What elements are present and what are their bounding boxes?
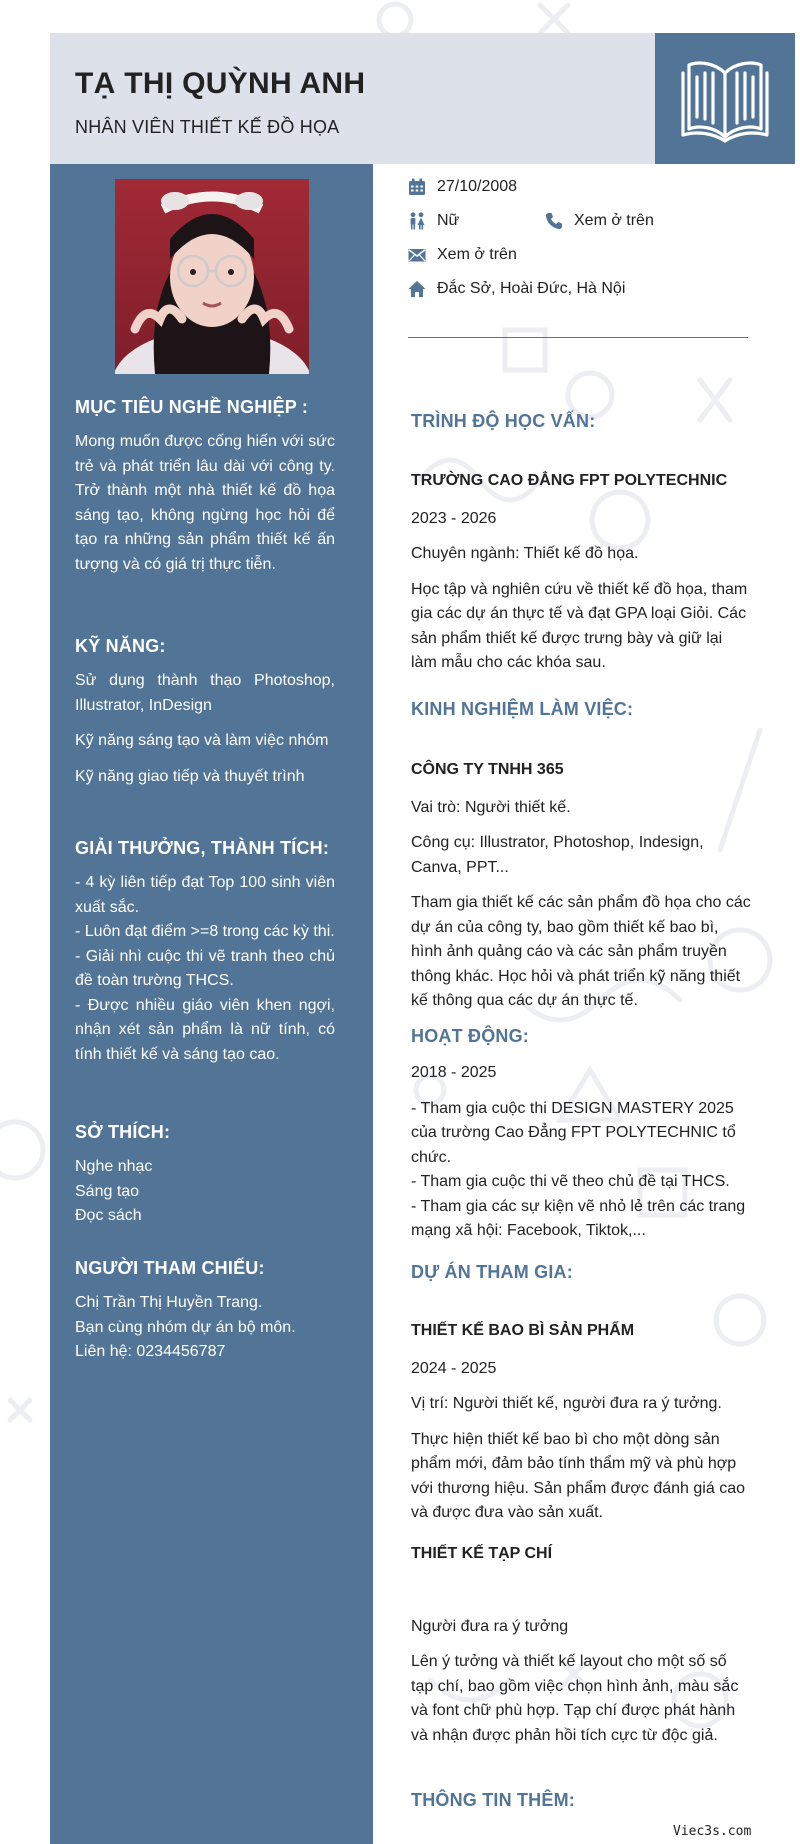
project-title: THIẾT KẾ TẠP CHÍ (411, 1545, 553, 1562)
education-major: Chuyên ngành: Thiết kế đồ họa. (411, 545, 639, 562)
award-item: - Luôn đạt điểm >=8 trong các kỳ thi. (75, 923, 335, 940)
skill-item: Sử dụng thành thạo Photoshop, Illustrator, InDesign (75, 672, 335, 714)
gender-row (408, 212, 459, 230)
award-item: - 4 kỳ liên tiếp đạt Top 100 sinh viên xuất sắc. (75, 874, 335, 916)
objective-heading: MỤC TIÊU NGHỀ NGHIỆP : (75, 397, 309, 417)
gender-value: Nữ (437, 212, 460, 229)
hobbies-heading: SỞ THÍCH: (75, 1122, 171, 1142)
experience-entry (411, 758, 751, 1014)
award-item: - Được nhiều giáo viên khen ngợi, nhận xét sản phẩm là nữ tính, có tính thiết kế và sáng tạo cao. (75, 996, 335, 1063)
awards-heading: GIẢI THƯỞNG, THÀNH TÍCH: (75, 838, 330, 858)
phone-icon (545, 212, 563, 230)
project-description: Thực hiện thiết kế bao bì cho một dòng sản phẩm mới, đảm bảo tính thẩm mỹ và phù hợp với thương hiệu. Sản phẩm được đánh giá cao và được đưa vào sản xuất. (411, 1430, 745, 1521)
birthday-value: 27/10/2008 (437, 178, 518, 195)
more-info-heading: THÔNG TIN THÊM: (411, 1790, 575, 1810)
experience-description: Tham gia thiết kế các sản phẩm đồ họa cho các dự án của công ty, bao gồm thiết kế bao bì, hình ảnh quảng cáo và các sản phẩm truyền thông khác. Học hỏi và phát triển kỹ năng thiết kế thông qua các dự án thực tế. (411, 894, 751, 1009)
project-entry (411, 1319, 751, 1526)
project-position: Người đưa ra ý tưởng (411, 1617, 569, 1635)
logo-box (655, 33, 795, 164)
address-value: Đắc Sở, Hoài Đức, Hà Nội (437, 280, 626, 297)
school-name: TRƯỜNG CAO ĐẲNG FPT POLYTECHNIC (411, 472, 728, 489)
calendar-icon (408, 178, 426, 196)
main-content (373, 164, 800, 1844)
hobbies-section (75, 1122, 335, 1229)
project-description: Lên ý tưởng và thiết kế layout cho một số số tạp chí, bao gồm việc chọn hình ảnh, màu sắc và font chữ phù hợp. Tạp chí được phát hành và nhận được phản hồi tích cực từ độc giả. (411, 1653, 739, 1744)
education-heading: TRÌNH ĐỘ HỌC VẤN: (411, 411, 596, 431)
footer-watermark: Viec3s.com (673, 1824, 752, 1839)
reference-line: Liên hệ: 0234456787 (75, 1343, 226, 1360)
company-name: CÔNG TY TNHH 365 (411, 761, 564, 778)
hobby-item: Đọc sách (75, 1207, 142, 1224)
skill-item: Kỹ năng sáng tạo và làm việc nhóm (75, 732, 329, 749)
activity-item: - Tham gia cuộc thi DESIGN MASTERY 2025 của trường Cao Đẳng FPT POLYTECHNIC tổ chức. (411, 1099, 736, 1166)
skills-section (75, 636, 335, 800)
reference-line: Chị Trần Thị Huyền Trang. (75, 1294, 263, 1311)
open-book-icon (677, 51, 773, 147)
activity-item: - Tham gia các sự kiện vẽ nhỏ lẻ trên các trang mạng xã hội: Facebook, Tiktok,... (411, 1197, 746, 1239)
gender-icon (408, 212, 426, 230)
header (50, 33, 655, 164)
activities-heading: HOẠT ĐỘNG: (411, 1026, 529, 1046)
education-entry (411, 469, 751, 676)
projects-heading: DỰ ÁN THAM GIA: (411, 1262, 573, 1282)
hobby-item: Nghe nhạc (75, 1158, 153, 1175)
mail-icon (408, 246, 426, 264)
project-entry (411, 1542, 751, 1748)
address-row (408, 280, 625, 298)
awards-section (75, 838, 335, 1067)
contact-divider (408, 337, 748, 338)
experience-heading: KINH NGHIỆM LÀM VIỆC: (411, 699, 634, 719)
experience-role: Vai trò: Người thiết kế. (411, 798, 571, 816)
email-value: Xem ở trên (437, 246, 517, 263)
hobby-item: Sáng tạo (75, 1182, 140, 1200)
objective-text: Mong muốn được cống hiến với sức trẻ và phát triển lâu dài với công ty. Trở thành một nhà thiết kế đồ họa sáng tạo, không ngừng học hỏi để tạo ra những sản phẩm thiết kế ấn tượng và có giá trị thực tiễn. (75, 433, 335, 573)
sidebar (50, 164, 373, 1844)
profile-photo (115, 179, 309, 374)
award-item: - Giải nhì cuộc thi vẽ tranh theo chủ đề toàn trường THCS. (75, 947, 335, 989)
job-title: NHÂN VIÊN THIẾT KẾ ĐỒ HỌA (75, 117, 340, 137)
references-section (75, 1258, 335, 1365)
candidate-name: TẠ THỊ QUỲNH ANH (75, 67, 366, 100)
project-period: 2024 - 2025 (411, 1359, 497, 1377)
skills-heading: KỸ NĂNG: (75, 636, 166, 656)
education-period: 2023 - 2026 (411, 509, 497, 527)
home-icon (408, 280, 426, 298)
birthday-row (408, 178, 517, 196)
phone-value: Xem ở trên (574, 212, 654, 229)
email-row (408, 246, 517, 264)
skill-item: Kỹ năng giao tiếp và thuyết trình (75, 767, 305, 785)
references-heading: NGƯỜI THAM CHIẾU: (75, 1258, 265, 1278)
project-position: Vị trí: Người thiết kế, người đưa ra ý tưởng. (411, 1395, 722, 1412)
activities-period: 2018 - 2025 (411, 1064, 497, 1081)
education-description: Học tập và nghiên cứu về thiết kế đồ họa, tham gia các dự án thực tế và đạt GPA loại Giỏi. Các sản phẩm thiết kế được trưng bày và giữ lại làm mẫu cho các khóa sau. (411, 580, 748, 671)
activity-item: - Tham gia cuộc thi vẽ theo chủ đề tại THCS. (411, 1173, 730, 1190)
phone-row (545, 212, 654, 230)
activities-entry (411, 1061, 751, 1244)
reference-line: Bạn cùng nhóm dự án bộ môn. (75, 1318, 296, 1336)
experience-tools: Công cụ: Illustrator, Photoshop, Indesign, Canva, PPT... (411, 834, 704, 876)
project-title: THIẾT KẾ BAO BÌ SẢN PHẨM (411, 1322, 635, 1339)
objective-section (75, 397, 335, 577)
